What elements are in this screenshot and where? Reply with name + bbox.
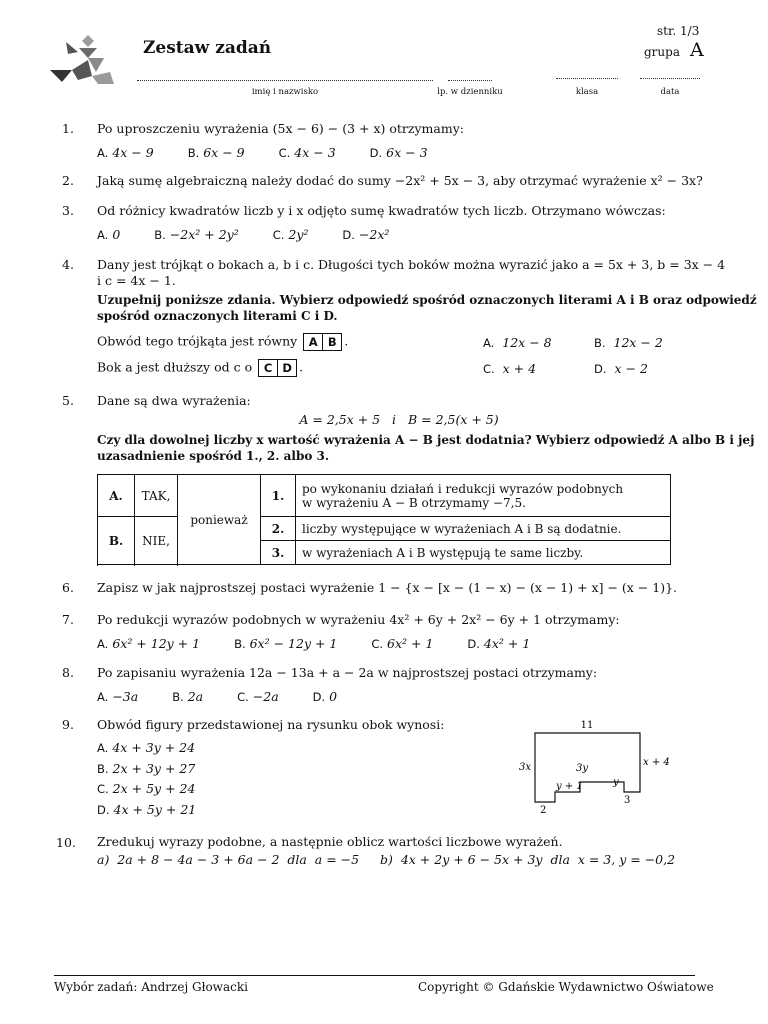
option-a[interactable]: A. 4x + 3y + 24 <box>97 740 196 755</box>
option-c[interactable]: C. x + 4 <box>483 361 537 376</box>
reason-number-3[interactable]: 3. <box>261 541 296 565</box>
option-d[interactable]: D. 0 <box>312 689 338 704</box>
reason-2[interactable]: liczby występujące w wyrażeniach A i B są dodatnie. <box>296 517 671 541</box>
task-options <box>97 227 419 242</box>
task-number: 1. <box>62 121 74 136</box>
reason-3[interactable]: w wyrażeniach A i B występują te same liczby. <box>296 541 671 565</box>
task-instruction-continued: uzasadnienie spośród 1., 2. albo 3. <box>97 449 330 463</box>
page-number: str. 1/3 <box>657 24 700 38</box>
task-text: Od różnicy kwadratów liczb y i x odjęto sumę kwadratów tych liczb. Otrzymano wówczas: <box>97 203 666 218</box>
answer-boxes-ab[interactable]: A B <box>303 333 342 351</box>
class-field-label: klasa <box>575 87 599 97</box>
option-d[interactable]: D. 6x − 3 <box>369 145 428 160</box>
option-a[interactable]: A. 12x − 8 <box>483 335 552 350</box>
task-text: Zredukuj wyrazy podobne, a następnie oblicz wartości liczbowe wyrażeń. <box>97 834 563 849</box>
task-text-continued: i c = 4x − 1. <box>97 273 176 288</box>
figure-label-top: 11 <box>580 720 594 731</box>
sentence-side: Bok a jest dłuższy od c o C D . <box>97 359 304 375</box>
figure-label-inner-left: y + 1 <box>556 781 583 792</box>
option-a[interactable]: A. 4x − 9 <box>97 145 154 160</box>
choice-letter-b[interactable]: B. <box>98 517 135 565</box>
option-a[interactable]: A. 0 <box>97 227 121 242</box>
option-b[interactable]: B. 2a <box>172 689 204 704</box>
task-instruction: Czy dla dowolnej liczby x wartość wyrażenia A − B jest dodatnia? Wybierz odpowiedź A albo B i jej <box>97 433 755 447</box>
task-text: Zapisz w jak najprostszej postaci wyrażenie 1 − {x − [x − (1 − x) − (x − 1) + x] − (x − 1)}. <box>97 580 677 595</box>
task-number: 8. <box>62 665 74 680</box>
choice-value-b[interactable]: NIE, <box>135 517 178 565</box>
option-c[interactable]: C. 2x + 5y + 24 <box>97 781 196 796</box>
task-number: 9. <box>62 717 74 732</box>
task-text: Po redukcji wyrazów podobnych w wyrażeniu 4x² + 6y + 2x² − 6y + 1 otrzymamy: <box>97 612 620 627</box>
task-number: 4. <box>62 257 74 272</box>
option-c[interactable]: C. 4x − 3 <box>278 145 336 160</box>
option-b[interactable]: B. 12x − 2 <box>594 335 663 350</box>
task-number: 7. <box>62 612 74 627</box>
footer-divider <box>54 975 695 976</box>
task-options <box>97 636 560 651</box>
footer-copyright: Copyright © Gdańskie Wydawnictwo Oświatowe <box>418 980 714 994</box>
task-part-b: b) 4x + 2y + 6 − 5x + 3y dla x = 3, y = −0,2 <box>380 852 676 867</box>
task-options <box>97 689 367 704</box>
task-part-a: a) 2a + 8 − 4a − 3 + 6a − 2 dla a = −5 <box>97 852 360 867</box>
option-d[interactable]: D. −2x² <box>342 227 390 242</box>
formula: A = 2,5x + 5 i B = 2,5(x + 5) <box>299 412 499 427</box>
reason-1[interactable]: po wykonaniu działań i redukcji wyrazów podobnych w wyrażeniu A − B otrzymamy −7,5. <box>296 475 671 517</box>
publisher-logo <box>48 32 116 88</box>
date-field-label: data <box>660 87 680 97</box>
task-text: Jaką sumę algebraiczną należy dodać do sumy −2x² + 5x − 3, aby otrzymać wyrażenie x² − 3x? <box>97 173 703 188</box>
reason-number-2[interactable]: 2. <box>261 517 296 541</box>
option-d[interactable]: D. x − 2 <box>594 361 648 376</box>
task-text: Obwód figury przedstawionej na rysunku obok wynosi: <box>97 717 445 732</box>
class-field-line[interactable] <box>556 78 618 79</box>
option-b[interactable]: B. 2x + 3y + 27 <box>97 761 196 776</box>
option-d[interactable]: D. 4x + 5y + 21 <box>97 802 197 817</box>
group-label: grupa <box>644 45 680 59</box>
option-c[interactable]: C. 2y² <box>272 227 309 242</box>
task-number: 6. <box>62 580 74 595</box>
figure-label-bottom-left: 2 <box>540 805 547 816</box>
option-c[interactable]: C. −2a <box>237 689 279 704</box>
task-instruction-continued: spośród oznaczonych literami C i D. <box>97 309 338 323</box>
connector: ponieważ <box>178 475 261 565</box>
option-c[interactable]: C. 6x² + 1 <box>371 636 434 651</box>
task-text: Dany jest trójkąt o bokach a, b i c. Długości tych boków można wyrazić jako a = 5x + 3, b = 3x − 4 <box>97 257 726 272</box>
group-value: A <box>690 39 704 61</box>
answer-boxes-cd[interactable]: C D <box>258 359 297 377</box>
choice-letter-a[interactable]: A. <box>98 475 135 517</box>
figure-label-right: x + 4 <box>643 757 670 768</box>
figure-label-inner-right: y <box>613 777 619 788</box>
option-b[interactable]: B. 6x − 9 <box>187 145 245 160</box>
name-field-label: imię i nazwisko <box>251 87 319 97</box>
task-instruction: Uzupełnij poniższe zdania. Wybierz odpowiedź spośród oznaczonych literami A i B oraz odpowiedź <box>97 293 757 307</box>
task-number: 2. <box>62 173 74 188</box>
task-text: Po zapisaniu wyrażenia 12a − 13a + a − 2a w najprostszej postaci otrzymamy: <box>97 665 598 680</box>
task-number: 5. <box>62 393 74 408</box>
register-number-field-line[interactable] <box>448 80 492 81</box>
figure-label-bottom-right: 3 <box>624 795 631 806</box>
task-number: 10. <box>56 835 76 850</box>
option-d[interactable]: D. 4x² + 1 <box>467 636 531 651</box>
option-a[interactable]: A. −3a <box>97 689 139 704</box>
figure-shape <box>510 715 700 820</box>
option-b[interactable]: B. 6x² − 12y + 1 <box>234 636 338 651</box>
task-number: 3. <box>62 203 74 218</box>
option-a[interactable]: A. 6x² + 12y + 1 <box>97 636 201 651</box>
task-text: Po uproszczeniu wyrażenia (5x − 6) − (3 + x) otrzymamy: <box>97 121 464 136</box>
figure-label-mid: 3y <box>576 763 589 774</box>
choice-value-a[interactable]: TAK, <box>135 475 178 517</box>
register-number-field-label: lp. w dzienniku <box>437 87 503 97</box>
option-b[interactable]: B. −2x² + 2y² <box>154 227 239 242</box>
page-title: Zestaw zadań <box>143 38 272 58</box>
task-text: Dane są dwa wyrażenia: <box>97 393 251 408</box>
figure-label-left: 3x <box>519 762 532 773</box>
date-field-line[interactable] <box>640 78 700 79</box>
reason-number-1[interactable]: 1. <box>261 475 296 517</box>
answer-table <box>97 474 671 565</box>
name-field-line[interactable] <box>137 80 433 81</box>
sentence-perimeter: Obwód tego trójkąta jest równy A B . <box>97 333 349 349</box>
footer-author: Wybór zadań: Andrzej Głowacki <box>54 980 248 994</box>
task-options <box>97 145 458 160</box>
